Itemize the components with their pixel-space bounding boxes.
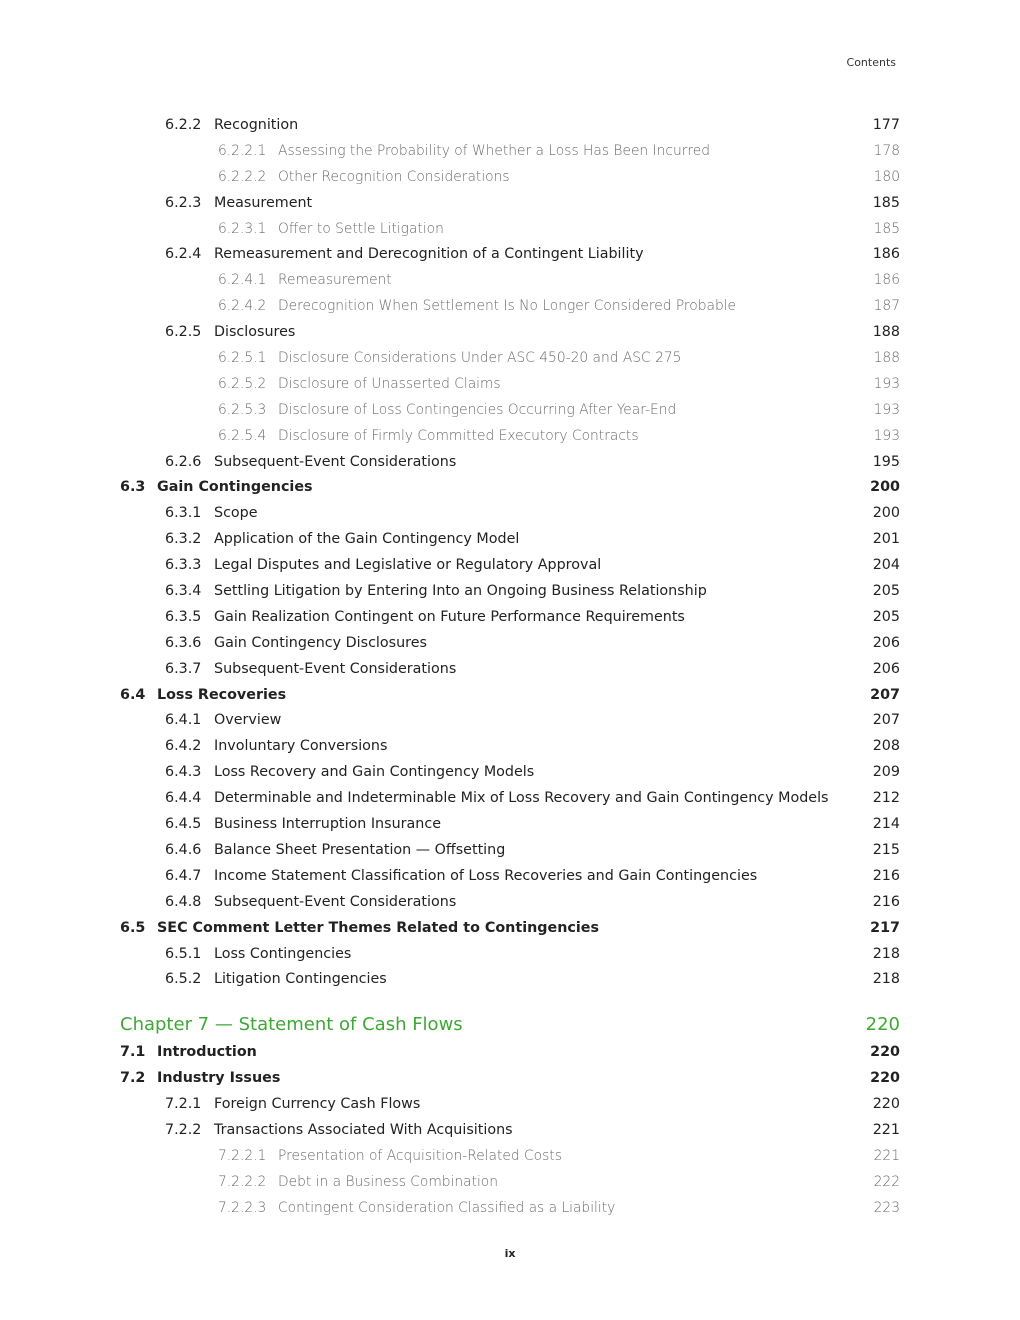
toc-entry-title: Business Interruption Insurance [214,816,441,833]
toc-entry[interactable] [0,501,1020,527]
toc-entry[interactable] [0,812,1020,838]
toc-entry-title: Litigation Contingencies [214,971,387,988]
toc-entry-page: 215 [872,841,900,858]
toc-entry-title: Subsequent-Event Considerations [214,893,457,910]
toc-entry-page: 223 [873,1199,900,1216]
toc-entry-number: 7.2.2.2 [218,1173,267,1190]
toc-entry-page: 216 [872,893,900,910]
toc-entry-title: Industry Issues [157,1070,281,1087]
toc-entry[interactable] [0,372,1020,398]
toc-entry-page: 193 [873,401,900,418]
toc-entry[interactable] [0,683,1020,709]
toc-entry[interactable] [0,113,1020,139]
toc-entry[interactable] [0,450,1020,476]
toc-entry-title: Disclosure of Unasserted Claims [278,375,501,392]
toc-entry-number: 6.4.3 [165,764,202,781]
toc-entry[interactable] [0,165,1020,191]
toc-entry-number: 6.3.7 [165,660,202,677]
toc-entry-title: Presentation of Acquisition-Related Costs [278,1147,562,1164]
toc-entry-number: 6.3.2 [165,531,202,548]
toc-entry-number: 6.4.2 [165,738,202,755]
toc-entry-title: Recognition [214,117,299,133]
toc-entry-page: 217 [870,919,900,936]
toc-entry-page: 221 [872,1121,900,1138]
toc-entry-page: 188 [873,350,900,367]
toc-entry-title: Contingent Consideration Classified as a Liability [278,1199,616,1216]
running-header: Contents [846,56,896,69]
toc-entry[interactable] [0,1092,1020,1118]
toc-entry-number: 6.3.3 [165,557,202,574]
page-number: ix [504,1247,516,1260]
toc-entry-number: 7.2.2.1 [218,1147,267,1164]
toc-entry-page: 207 [872,712,900,729]
toc-entry-number: 6.2.4.1 [218,272,267,289]
toc-entry[interactable] [0,1040,1020,1066]
toc-entry[interactable] [0,708,1020,734]
toc-entry-number: 6.4.8 [165,893,202,910]
toc-entry-number: 6.2.4.2 [218,298,267,315]
toc-entry-title: Derecognition When Settlement Is No Longer Considered Probable [278,298,737,315]
toc-entry-title: Balance Sheet Presentation — Offsetting [214,841,506,858]
toc-entry-title: Remeasurement and Derecognition of a Contingent Liability [214,246,644,263]
toc-entry-page: 187 [873,298,900,315]
toc-entry-number: 7.2.1 [165,1096,202,1113]
toc-entry-number: 6.3.6 [165,634,202,651]
toc-entry-number: 6.2.2.2 [218,168,267,185]
toc-entry-title: Income Statement Classification of Loss Recoveries and Gain Contingencies [214,867,758,884]
toc-entry-number: 7.2.2.3 [218,1199,267,1216]
toc-entry-number: 6.5.2 [165,971,202,988]
toc-entry-title: Application of the Gain Contingency Model [214,531,520,548]
toc-entry-page: 220 [872,1096,900,1113]
toc-entry-number: 6.2.5.4 [218,427,267,444]
toc-entry-number: 6.3 [120,479,146,496]
toc-entry-title: Loss Recovery and Gain Contingency Models [214,764,535,781]
toc-entry-page: 186 [872,246,900,263]
toc-entry-title: Legal Disputes and Legislative or Regulatory Approval [214,557,602,574]
toc-entry-title: Transactions Associated With Acquisitions [214,1121,513,1138]
toc-entry-title: Introduction [157,1044,257,1061]
toc-entry-page: 212 [872,790,900,807]
toc-section-chapter-6 [0,113,1020,993]
toc-entry[interactable] [0,967,1020,993]
toc-entry[interactable] [0,320,1020,346]
toc-entry-number: 6.4.6 [165,841,202,858]
toc-entry[interactable] [0,346,1020,372]
toc-entry-page: 193 [873,375,900,392]
toc-entry-page: 185 [872,194,900,211]
toc-entry-page: 186 [873,272,900,289]
toc-entry[interactable] [0,734,1020,760]
toc-entry-title: Gain Contingencies [157,479,313,496]
toc-entry-number: 6.2.5 [165,324,202,341]
chapter-heading[interactable] [0,1010,1020,1040]
toc-entry[interactable] [0,553,1020,579]
toc-entry-page: 177 [872,117,900,133]
toc-entry-number: 6.4.5 [165,816,202,833]
toc-entry-title: Gain Contingency Disclosures [214,634,427,651]
toc-entry[interactable] [0,294,1020,320]
toc-entry[interactable] [0,786,1020,812]
toc-entry[interactable] [0,527,1020,553]
toc-entry-page: 200 [872,505,900,522]
toc-entry[interactable] [0,424,1020,450]
toc-entry-number: 6.3.4 [165,583,202,600]
toc-entry-number: 7.1 [120,1044,146,1061]
toc-entry-title: Involuntary Conversions [214,738,388,755]
toc-entry[interactable] [0,1066,1020,1092]
toc-entry-title: SEC Comment Letter Themes Related to Contingencies [157,919,599,936]
toc-entry-title: Assessing the Probability of Whether a Loss Has Been Incurred [278,142,710,159]
toc-entry[interactable] [0,631,1020,657]
toc-entry-number: 6.5 [120,919,146,936]
toc-entry-page: 180 [873,168,900,185]
toc-entry-page: 218 [872,945,900,962]
toc-entry-page: 222 [873,1173,900,1190]
toc-entry-title: Loss Recoveries [157,686,287,703]
toc-entry-title: Gain Realization Contingent on Future Performance Requirements [214,608,685,625]
toc-entry-title: Remeasurement [278,272,392,289]
toc-entry[interactable] [0,1196,1020,1222]
toc-entry[interactable] [0,605,1020,631]
toc-entry-page: 208 [872,738,900,755]
toc-entry-page: 207 [870,686,900,703]
toc-section-chapter-7 [0,1040,1020,1221]
toc-entry[interactable] [0,268,1020,294]
toc-entry-title: Determinable and Indeterminable Mix of Loss Recovery and Gain Contingency Models [214,790,829,807]
toc-entry-page: 206 [872,660,900,677]
toc-entry-page: 221 [873,1147,900,1164]
toc-entry-number: 6.3.1 [165,505,202,522]
toc-entry[interactable] [0,942,1020,968]
toc-entry-page: 220 [870,1070,900,1087]
toc-entry-number: 6.2.5.3 [218,401,267,418]
toc-entry-number: 6.2.6 [165,453,202,470]
toc-entry-page: 218 [872,971,900,988]
toc-entry-number: 7.2.2 [165,1121,202,1138]
toc-entry[interactable] [0,1170,1020,1196]
toc-entry-page: 193 [873,427,900,444]
toc-entry-page: 201 [872,531,900,548]
toc-entry-page: 205 [872,608,900,625]
toc-entry-number: 7.2 [120,1070,146,1087]
toc-entry-title: Disclosure Considerations Under ASC 450-20 and ASC 275 [278,350,682,367]
toc-entry-title: Disclosure of Firmly Committed Executory Contracts [278,427,639,444]
toc-entry-title: Loss Contingencies [214,945,352,962]
toc-entry-page: 200 [870,479,900,496]
toc-entry-title: Offer to Settle Litigation [278,220,444,237]
toc-entry-page: 206 [872,634,900,651]
toc-entry-page: 216 [872,867,900,884]
toc-entry[interactable] [0,475,1020,501]
toc-entry[interactable] [0,1118,1020,1144]
toc-entry-number: 6.4.1 [165,712,202,729]
toc-entry-page: 220 [870,1044,900,1061]
toc-entry-page: 178 [873,142,900,159]
toc-entry-number: 6.4.7 [165,867,202,884]
toc-entry[interactable] [0,398,1020,424]
toc-entry[interactable] [0,657,1020,683]
toc-entry-number: 6.2.2 [165,117,202,133]
toc-entry-page: 204 [872,557,900,574]
toc-entry-title: Overview [214,712,282,729]
toc-entry[interactable] [0,1144,1020,1170]
toc-entry-page: 214 [872,816,900,833]
toc-entry-title: Other Recognition Considerations [278,168,510,185]
toc-entry[interactable] [0,916,1020,942]
toc-entry[interactable] [0,242,1020,268]
toc-entry-title: Measurement [214,194,313,211]
toc-entry-number: 6.5.1 [165,945,202,962]
toc-entry-title: Disclosures [214,324,296,341]
toc-entry-number: 6.3.5 [165,608,202,625]
toc-entry-number: 6.2.4 [165,246,202,263]
toc-entry-title: Scope [214,505,258,522]
toc-entry[interactable] [0,217,1020,243]
toc-entry-page: 185 [873,220,900,237]
toc-entry-title: Debt in a Business Combination [278,1173,498,1190]
toc-entry-page: 205 [872,583,900,600]
toc-entry-number: 6.2.2.1 [218,142,267,159]
toc-entry-number: 6.4 [120,686,146,703]
toc-entry[interactable] [0,864,1020,890]
toc-entry-title: Settling Litigation by Entering Into an Ongoing Business Relationship [214,583,707,600]
toc-entry-title: Foreign Currency Cash Flows [214,1096,421,1113]
toc-entry-number: 6.4.4 [165,790,202,807]
toc-entry[interactable] [0,191,1020,217]
toc-entry-number: 6.2.3 [165,194,202,211]
toc-entry[interactable] [0,139,1020,165]
toc-entry-number: 6.2.3.1 [218,220,267,237]
toc-entry[interactable] [0,579,1020,605]
toc-entry-page: 188 [872,324,900,341]
toc-entry[interactable] [0,890,1020,916]
table-of-contents [0,113,1020,1222]
toc-entry-title: Disclosure of Loss Contingencies Occurring After Year-End [278,401,677,418]
toc-entry-page: 195 [872,453,900,470]
chapter-page: 220 [865,1014,900,1036]
toc-entry-title: Subsequent-Event Considerations [214,660,457,677]
toc-entry-title: Subsequent-Event Considerations [214,453,457,470]
toc-entry-number: 6.2.5.2 [218,375,267,392]
chapter-title: Chapter 7 — Statement of Cash Flows [120,1014,463,1036]
toc-entry[interactable] [0,760,1020,786]
toc-entry-number: 6.2.5.1 [218,350,267,367]
toc-entry[interactable] [0,838,1020,864]
toc-entry-page: 209 [872,764,900,781]
